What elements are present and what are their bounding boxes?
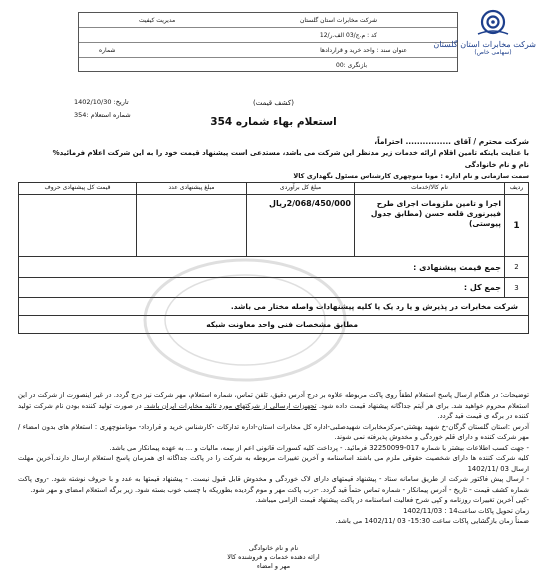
item-row-number: 1 xyxy=(505,195,529,257)
subtitle: (کشف قیمت) xyxy=(253,99,294,107)
revision: بازنگری :00 xyxy=(336,62,367,69)
header-info-box xyxy=(78,12,458,72)
note-1c: در صورت تولید کننده بودن نام شرکت تولید کننده در برگه ی قیمت قید گردد. xyxy=(18,401,529,420)
total-row-number: 3 xyxy=(505,278,529,298)
table-row xyxy=(19,278,529,298)
logo-name: شرکت مخابرات استان گلستان xyxy=(433,40,536,49)
sum-offer-label: جمع قیمت پیشنهادی : xyxy=(19,257,505,278)
greeting: شرکت محترم / آقای ................ احتراماً، xyxy=(374,137,529,146)
footer-provider: ارائه دهنده خدمات و فروشنده کالا xyxy=(227,553,320,561)
quality-mgmt: مدیریت کیفیت xyxy=(139,17,176,24)
col-estimate: مبلغ کل برآوردی xyxy=(247,183,355,195)
header-row-code xyxy=(79,28,457,43)
number-label: شماره xyxy=(99,47,116,54)
intro-text: با عنایت باینکه تامین اقلام ارائه خدمات زیر مدنظر این شرکت می باشد، مستدعی است پیشنهاد قیمت خود را به این شرکت اعلام فرمائید% xyxy=(52,149,529,157)
note-address: آدرس :استان گلستان گرگان-خ شهید بهشتی-مرکزمخابرات شهیدصلبی-اداره کل مخابرات استان-اداره تدارکات -کارشناس خرید و قرارداد- مونامنوچهری : استعلام های بدون امضاء / مهر شرکت کننده و دارای قلم خوردگی و مخدوش پذیرفته نمی شوند. xyxy=(18,422,529,441)
col-row: ردیف xyxy=(505,183,529,195)
total-label: جمع کل : xyxy=(19,278,505,298)
page-title: استعلام بهاء شماره 354 xyxy=(210,116,337,128)
inquiry-date: تاریخ: 1402/10/30 xyxy=(74,98,129,106)
doc-title-label: عنوان سند : واحد خرید و قراردادها xyxy=(320,47,407,54)
item-estimate: 2/068/450/000ریال xyxy=(247,195,355,257)
items-table xyxy=(18,182,529,334)
table-row xyxy=(19,257,529,278)
note-contact: - جهت کسب اطلاعات بیشتر با شماره 017-32250099 فرمائید. - پرداخت کلیه کسورات قانونی اعم از بیمه، مالیات و ... به عهده پیمانکار می باشد. xyxy=(109,443,529,452)
footer-stamp: مهر و امضاء xyxy=(256,562,291,570)
sign-label: نام و نام خانوادگی xyxy=(464,161,529,169)
header-row-revision xyxy=(79,58,457,73)
note-opening: ضمناً زمان بازگشایی پاکات ساعت 15:30- 03 /1402/11 می باشد. xyxy=(335,517,529,525)
signature-footer xyxy=(0,544,547,571)
logo-mark-icon xyxy=(474,8,512,38)
item-offer-num[interactable] xyxy=(137,195,247,257)
item-name: اجرا و تامین ملزومات اجرای طرح فیبرنوری قلعه حسن (مطابق جدول پیوستی) xyxy=(355,195,505,257)
footer-name: نام و نام خانوادگی xyxy=(248,544,299,552)
note-paragraph xyxy=(18,390,529,422)
table-row xyxy=(19,195,529,257)
col-offer-words: قیمت کل پیشنهادی حروف xyxy=(19,183,137,195)
rights-note: شرکت مخابرات در پذیرش و یا رد یک یا کلیه پیشنهادات واصله مختار می باشد. xyxy=(19,298,529,316)
note-delivery: زمان تحویل پاکات ساعت14 : 1402/11/03 xyxy=(403,506,529,515)
header-row-org xyxy=(79,13,457,28)
sum-row-number: 2 xyxy=(505,257,529,278)
doc-code: کد : م.ج/03 الف.ر/12 xyxy=(319,32,377,39)
col-name: نام کالا/خدمات xyxy=(355,183,505,195)
item-offer-words[interactable] xyxy=(19,195,137,257)
company-logo xyxy=(433,8,536,68)
col-offer-num: مبلغ پیشنهادی عدد xyxy=(137,183,247,195)
logo-sub: (سهامی خاص) xyxy=(474,49,512,56)
position-line: سمت سازمانی و نام اداره : مونا منوچهری کارشناس مسئول نگهداری کالا xyxy=(293,172,529,180)
table-header-row xyxy=(19,183,529,195)
specs-note: مطابق مشخصات فنی واحد معاونت شبکه xyxy=(19,316,529,334)
note-1a: توضیحات: در هنگام ارسال پاسخ استعلام لطفاً روی پاکت مربوطه علاوه بر درج آدرس دقیق، تلفن تماس، شماره استعلام، مهر شرکت نیز درج گردد. در غیر اینصورت از شرکت در این استعلام محروم خواهید شد. برای هر آیتم جداگانه پیشنهاد قیمت داده شود. xyxy=(18,391,529,410)
note-1b: تجهیزات ارسالی از شرکتهای مورد تائید مخابرات ایران باشد. xyxy=(144,401,317,410)
inquiry-number: شماره استعلام :354 xyxy=(74,111,131,119)
table-row xyxy=(19,298,529,316)
notes-section xyxy=(18,390,529,527)
note-legal: کلیه شرکت کننده ها دارای شخصیت حقوقی ملزم می باشند اساسنامه و آخرین تغییرات مربوطه به شرکت را در پاکت جداگانه ای همزمان پاسخ استعلام ارسال دارند.آخرین مهلت ارسال 03 /1402/11 xyxy=(18,454,529,473)
document-header xyxy=(28,6,540,86)
org-name: شرکت مخابرات استان گلستان xyxy=(300,17,377,24)
header-row-title xyxy=(79,43,457,58)
table-row xyxy=(19,316,529,334)
note-copies: -کپی آخرین تغییرات روزنامه و کپی شرح فعالیت اساسنامه در پاکت پیشنهاد قیمت الزامی میباشد. xyxy=(255,496,529,504)
note-rules: - ارسال پیش فاکتور شرکت از طریق سامانه ستاد - پیشنهاد قیمتهای دارای لاک خوردگی و مخدوش قابل قبول نیست. - پیشنهاد قیمتها به عدد و با حروف نوشته شود. -روی پاکت شماره کشف قیمت - تاریخ - آدرس پیمانکار - شماره تماس حتماً قید گردد. -درب پاکت مهر و موم گردیده بطوریکه با چسب خوب بسته شود. زیر برگه استعلام امضای و مهر شود. xyxy=(18,475,529,494)
